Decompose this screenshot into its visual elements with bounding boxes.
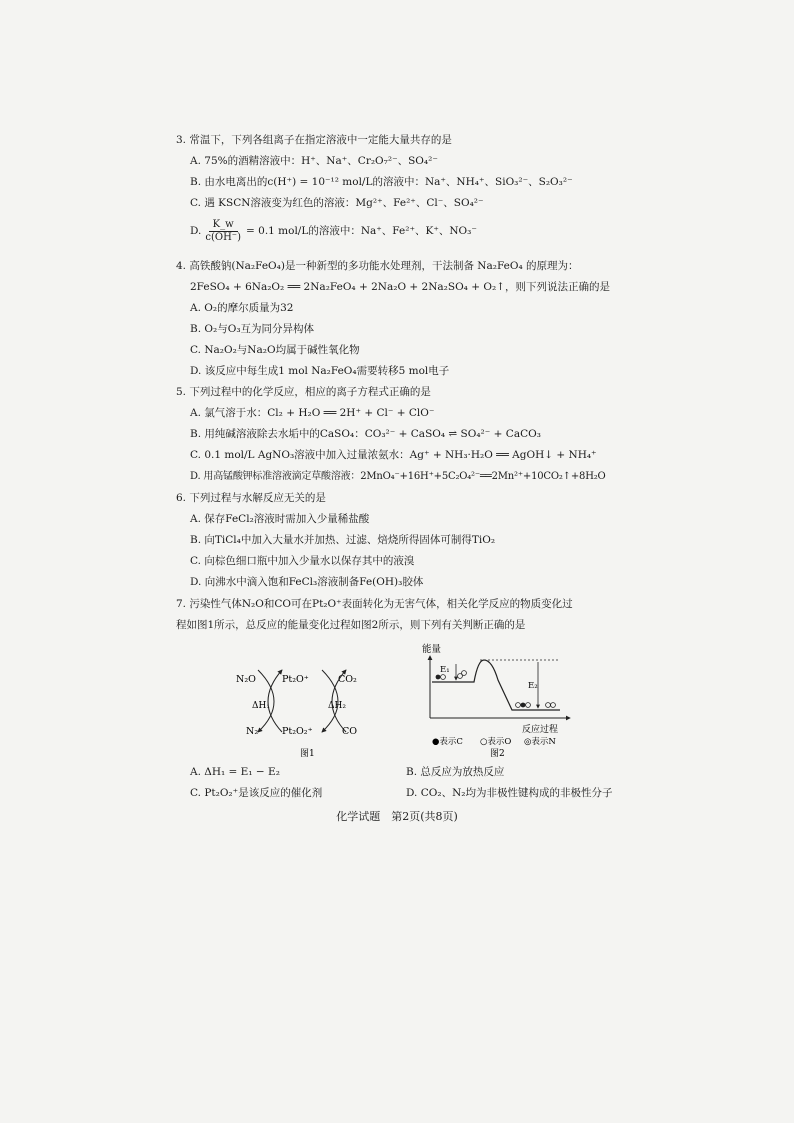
fig2-molecule-o xyxy=(441,675,446,680)
fig2-product-n2 xyxy=(551,703,556,708)
question-7-option-a: A. ΔH₁ = E₁ − E₂ xyxy=(190,766,280,778)
fig2-e2-label: E₂ xyxy=(528,681,538,691)
fig2-product-c xyxy=(521,703,526,708)
question-4-option-d: D. 该反应中每生成1 mol Na₂FeO₄需要转移5 mol电子 xyxy=(190,365,450,377)
fraction-denominator: c(OH⁻) xyxy=(205,231,241,243)
question-7-option-c: C. Pt₂O₂⁺是该反应的催化剂 xyxy=(190,787,323,799)
question-3-option-b: B. 由水电离出的c(H⁺) = 10⁻¹² mol/L的溶液中：Na⁺、NH₄⁺、SiO₃²⁻、S₂O₃²⁻ xyxy=(190,176,573,188)
question-4-option-b: B. O₂与O₃互为同分异构体 xyxy=(190,323,315,335)
question-7-stem-line1: 7. 污染性气体N₂O和CO可在Pt₂O⁺表面转化为无害气体，相关化学反应的物质变化过 xyxy=(176,598,573,610)
option-d-text: = 0.1 mol/L的溶液中：Na⁺、Fe²⁺、K⁺、NO₃⁻ xyxy=(246,224,477,237)
question-3-option-d xyxy=(176,214,626,248)
figures-area xyxy=(176,640,626,760)
fig2-product-o xyxy=(516,703,521,708)
option-d-prefix: D. xyxy=(190,224,202,237)
fig1-n2o-label: N₂O xyxy=(236,674,256,685)
question-4 xyxy=(176,256,626,382)
fig1-pt2o-label: Pt₂O⁺ xyxy=(282,674,309,685)
question-4-option-a: A. O₂的摩尔质量为32 xyxy=(190,302,294,314)
question-7-options xyxy=(176,762,626,804)
question-6-option-a: A. 保存FeCl₂溶液时需加入少量稀盐酸 xyxy=(190,513,370,525)
fig1-pt2o2-label: Pt₂O₂⁺ xyxy=(282,726,313,737)
question-5-option-d: D. 用高锰酸钾标准溶液滴定草酸溶液：2MnO₄⁻+16H⁺+5C₂O₄²⁻══2Mn²⁺+10CO₂↑+8H₂O xyxy=(190,471,606,482)
fig2-product-o2 xyxy=(526,703,531,708)
fig2-legend-c: ●表示C xyxy=(432,737,463,747)
figure-1-cycle-diagram xyxy=(230,640,380,760)
question-7 xyxy=(176,594,626,636)
question-7-option-d: D. CO₂、N₂均为非极性键构成的非极性分子 xyxy=(406,787,613,799)
fig2-molecule-c xyxy=(436,675,441,680)
fig2-product-n xyxy=(546,703,551,708)
fig2-e1-label: E₁ xyxy=(440,665,450,675)
fig2-molecule-o2 xyxy=(462,671,467,676)
kw-fraction xyxy=(203,219,243,244)
question-7-options-grid xyxy=(176,762,626,804)
page-footer: 化学试题 第2页(共8页) xyxy=(336,810,458,823)
question-7-option-b: B. 总反应为放热反应 xyxy=(406,766,505,778)
fig1-left-inner-arrow xyxy=(268,670,282,732)
fig1-caption: 图1 xyxy=(300,749,315,759)
fig1-n2-label: N₂ xyxy=(246,726,259,737)
question-6-option-c: C. 向棕色细口瓶中加入少量水以保存其中的液溴 xyxy=(190,555,415,567)
question-6-stem: 6. 下列过程与水解反应无关的是 xyxy=(176,492,326,504)
question-3-option-c: C. 遇 KSCN溶液变为红色的溶液：Mg²⁺、Fe²⁺、Cl⁻、SO₄²⁻ xyxy=(190,197,484,209)
question-7-stem-line2: 程如图1所示，总反应的能量变化过程如图2所示，则下列有关判断正确的是 xyxy=(176,619,526,631)
fig2-xaxis-label: 反应过程 xyxy=(522,725,559,735)
fig1-dh1-label: ΔH₁ xyxy=(252,701,270,711)
figure-2-energy-diagram xyxy=(420,640,630,760)
fig1-co-label: CO xyxy=(342,726,358,737)
question-6-option-b: B. 向TiCl₄中加入大量水并加热、过滤、焙烧所得固体可制得TiO₂ xyxy=(190,534,496,546)
question-3-stem: 3. 常温下，下列各组离子在指定溶液中一定能大量共存的是 xyxy=(176,134,452,146)
fig1-co2-label: CO₂ xyxy=(338,674,357,685)
fig2-caption: 图2 xyxy=(490,749,505,759)
question-4-stem-line2: 2FeSO₄ + 6Na₂O₂ ══ 2Na₂FeO₄ + 2Na₂O + 2Na₂SO₄ + O₂↑，则下列说法正确的是 xyxy=(190,281,610,293)
fig1-dh2-label: ΔH₂ xyxy=(328,701,346,711)
fig2-energy-curve xyxy=(470,660,560,710)
question-6-option-d: D. 向沸水中滴入饱和FeCl₃溶液制备Fe(OH)₃胶体 xyxy=(190,576,424,588)
fig2-yaxis-label: 能量 xyxy=(422,644,442,655)
fraction-numerator: K_w xyxy=(209,219,238,232)
question-5-option-a: A. 氯气溶于水：Cl₂ + H₂O ══ 2H⁺ + Cl⁻ + ClO⁻ xyxy=(190,407,435,419)
question-4-stem-line1: 4. 高铁酸钠(Na₂FeO₄)是一种新型的多功能水处理剂，干法制备 Na₂FeO₄ 的原理为： xyxy=(176,260,579,272)
question-6 xyxy=(176,488,626,593)
fig2-legend-n: ◎表示N xyxy=(524,737,556,747)
question-3 xyxy=(176,130,626,248)
question-4-option-c: C. Na₂O₂与Na₂O均属于碱性氧化物 xyxy=(190,344,360,356)
question-5-option-c: C. 0.1 mol/L AgNO₃溶液中加入过量浓氨水：Ag⁺ + NH₃·H₂O ══ AgOH↓ + NH₄⁺ xyxy=(190,449,597,461)
question-5 xyxy=(176,382,626,487)
question-3-option-a: A. 75%的酒精溶液中：H⁺、Na⁺、Cr₂O₇²⁻、SO₄²⁻ xyxy=(190,155,438,167)
question-5-stem: 5. 下列过程中的化学反应，相应的离子方程式正确的是 xyxy=(176,386,431,398)
fig2-legend-o: ○表示O xyxy=(480,737,512,747)
question-5-option-b: B. 用纯碱溶液除去水垢中的CaSO₄：CO₃²⁻ + CaSO₄ ⇌ SO₄²⁻ + CaCO₃ xyxy=(190,428,541,440)
